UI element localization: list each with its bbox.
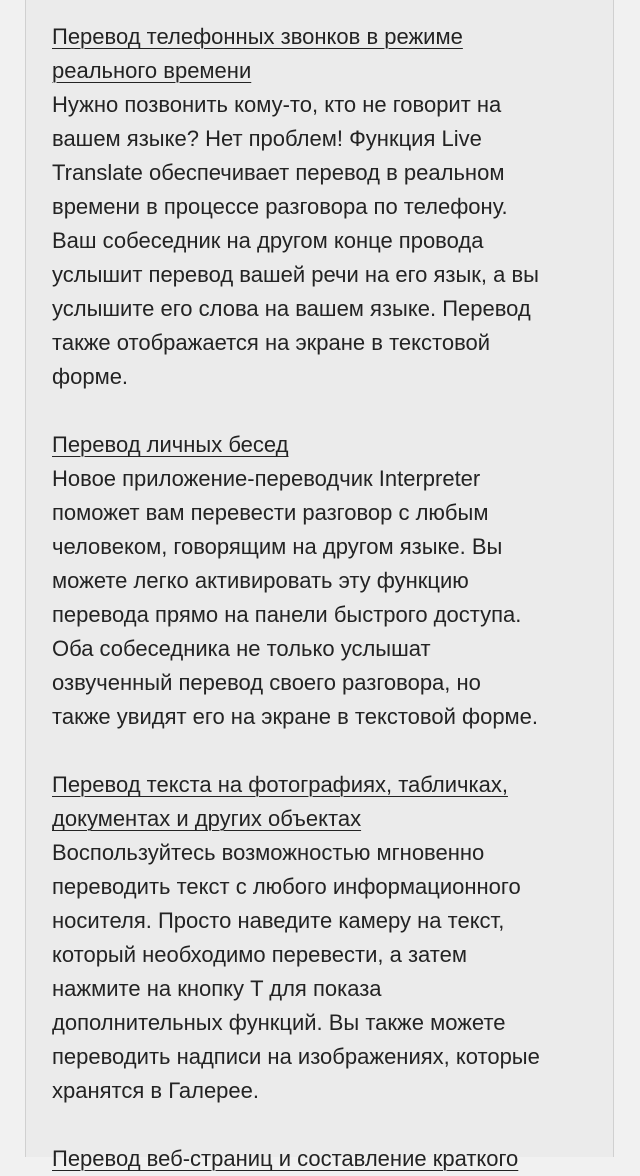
section-body (52, 462, 612, 734)
body-line: Новое приложение-переводчик Interpreter (52, 466, 481, 491)
heading-line: Перевод веб-страниц и составление краткого (52, 1146, 519, 1171)
body-line: Воспользуйтесь возможностью мгновенно (52, 840, 485, 865)
section-heading-link[interactable] (52, 768, 612, 836)
body-line: услышите его слова на вашем языке. Перевод (52, 296, 531, 321)
body-line: Нужно позвонить кому-то, кто не говорит на (52, 92, 502, 117)
body-line: можете легко активировать эту функцию (52, 568, 469, 593)
body-line: вашем языке? Нет проблем! Функция Live (52, 126, 482, 151)
body-line: человеком, говорящим на другом языке. Вы (52, 534, 503, 559)
article-content (52, 20, 612, 1176)
section-web-translate (52, 1142, 612, 1176)
heading-line: реального времени (52, 58, 252, 83)
body-line: носителя. Просто наведите камеру на текст, (52, 908, 505, 933)
body-line: переводить надписи на изображениях, которые (52, 1044, 540, 1069)
heading-line: Перевод текста на фотографиях, табличках, (52, 772, 508, 797)
heading-line: Перевод телефонных звонков в режиме (52, 24, 463, 49)
heading-line: Перевод личных бесед (52, 432, 289, 457)
body-line: форме. (52, 364, 129, 389)
body-line: услышит перевод вашей речи на его язык, а вы (52, 262, 539, 287)
body-line: Оба собеседника не только услышат (52, 636, 431, 661)
body-line: нажмите на кнопку T для показа (52, 976, 382, 1001)
section-body (52, 88, 612, 394)
section-body (52, 836, 612, 1108)
body-line: поможет вам перевести разговор с любым (52, 500, 489, 525)
body-line: озвученный перевод своего разговора, но (52, 670, 481, 695)
body-line: который необходимо перевести, а затем (52, 942, 467, 967)
body-line: времени в процессе разговора по телефону. (52, 194, 508, 219)
body-line: хранятся в Галерее. (52, 1078, 259, 1103)
heading-line: документах и других объектах (52, 806, 362, 831)
body-line: Ваш собеседник на другом конце провода (52, 228, 484, 253)
body-line: также увидят его на экране в текстовой форме. (52, 704, 539, 729)
section-heading-link[interactable] (52, 1142, 612, 1176)
section-heading-link[interactable] (52, 428, 612, 462)
section-photo-translate (52, 768, 612, 1108)
body-line: переводить текст с любого информационного (52, 874, 521, 899)
section-live-translate (52, 20, 612, 394)
body-line: перевода прямо на панели быстрого доступа. (52, 602, 522, 627)
section-interpreter (52, 428, 612, 734)
section-heading-link[interactable] (52, 20, 612, 88)
body-line: также отображается на экране в текстовой (52, 330, 491, 355)
body-line: дополнительных функций. Вы также можете (52, 1010, 506, 1035)
body-line: Translate обеспечивает перевод в реальном (52, 160, 505, 185)
